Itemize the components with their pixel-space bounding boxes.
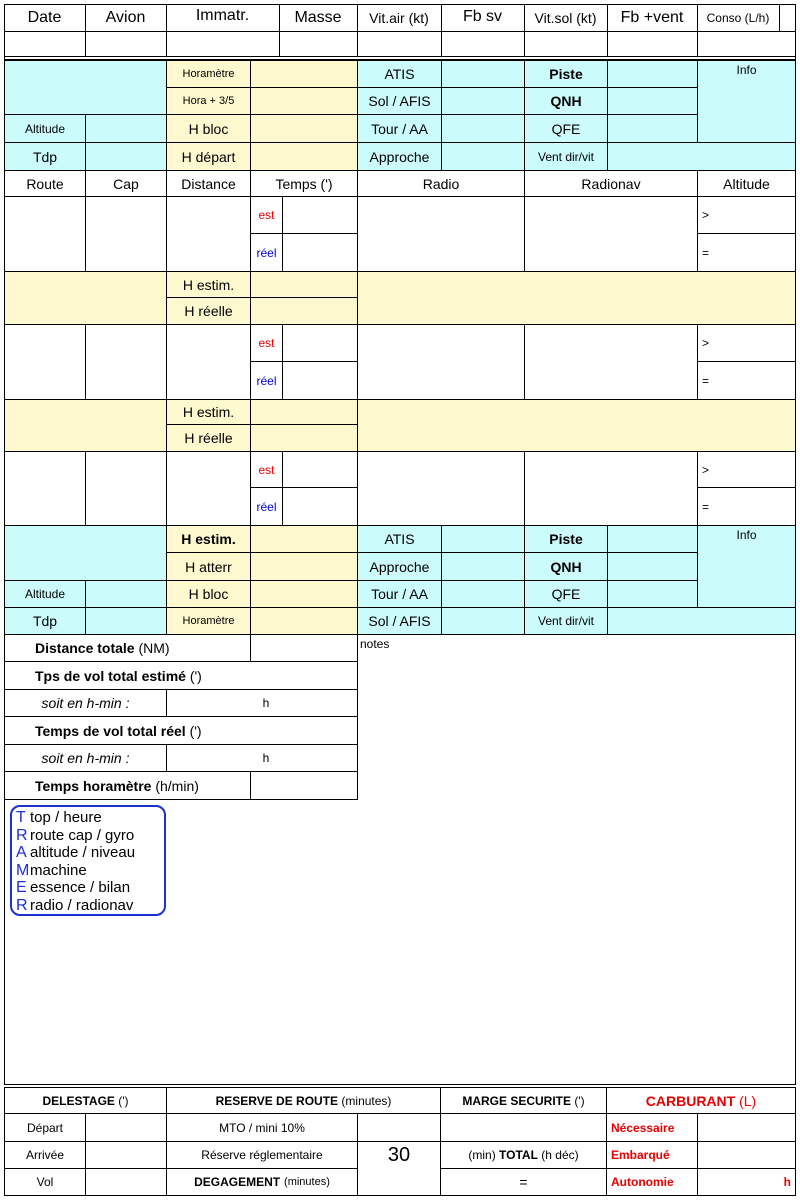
arr-tour-aa-value[interactable] [442,581,525,608]
dep-tour-aa-label: Tour / AA [358,115,442,143]
leg-2-reel-label: réel [251,362,283,399]
dep-horametre-label: Horamètre [167,61,251,88]
dep-cyan-top [5,61,167,115]
footer-reserve-value[interactable]: 30 [358,1142,441,1195]
dep-hdepart-label: H départ [167,143,251,170]
total-horametre-label: Temps horamètre (h/min) [5,772,251,800]
tramer-row: E essence / bilan [16,879,131,896]
dep-qnh-value[interactable] [608,88,698,115]
leg-2-route[interactable] [5,325,86,399]
footer-marge-value[interactable] [441,1114,607,1142]
leg-3-radio[interactable] [358,452,525,525]
tramer-row: R radio / radionav [16,896,134,914]
tramer-row: T top / heure [16,809,102,826]
leg-3-reel-value[interactable] [283,488,358,525]
arr-h-estim-value[interactable] [251,526,358,553]
leg-1-radionav[interactable] [525,197,698,271]
tramer-row: A altitude / niveau [16,844,136,861]
leg-3-est-label: est [251,452,283,488]
leg-2-cap[interactable] [86,325,167,399]
leg-3-est-value[interactable] [283,452,358,488]
leg-3-reel-label: réel [251,488,283,525]
leg-1-alt-gt[interactable]: > [698,197,795,234]
footer-embarque-label: Embarqué [607,1142,698,1169]
dep-approche-label: Approche [358,143,442,170]
footer-mto-value[interactable] [358,1114,441,1142]
footer-mto-label: MTO / mini 10% [167,1114,358,1142]
col-altitude: Altitude [723,175,770,192]
footer-depart-label: Départ [5,1114,86,1142]
arr-vent-label: Vent dir/vit [525,608,608,635]
leg-3-cap[interactable] [86,452,167,525]
dep-qnh-label: QNH [525,88,608,115]
total-soit2-value[interactable]: h [167,745,358,772]
dep-sol-afis-value[interactable] [442,88,525,115]
total-soit1-label: soit en h-min : [5,690,167,717]
tramer-legend [10,805,166,916]
arr-qfe-value[interactable] [608,581,698,608]
dep-tdp-value[interactable] [86,143,167,170]
leg-3-alt-eq[interactable]: = [702,499,710,514]
arr-qfe-label: QFE [525,581,608,608]
arr-horametre-value[interactable] [251,608,358,635]
leg-2-alt-eq[interactable]: = [702,373,710,388]
footer-total-eq[interactable]: = [441,1169,607,1195]
arr-qnh-label: QNH [525,553,608,581]
dep-vent-value[interactable] [608,143,795,170]
header-vit-air: Vit.air (kt) [369,9,429,26]
leg-3-route[interactable] [5,452,86,525]
dep-tour-aa-value[interactable] [442,115,525,143]
leg-3-radionav[interactable] [525,452,698,525]
col-distance: Distance [167,171,251,196]
band-1-h-reelle-label: H réelle [167,298,251,324]
footer-arrivee-value[interactable] [86,1142,167,1169]
col-cap: Cap [86,171,167,196]
leg-1-route[interactable] [5,197,86,271]
dep-altitude-value[interactable] [86,115,167,143]
arr-info[interactable]: Info [698,526,795,608]
total-distance-value[interactable] [251,635,358,662]
footer-autonomie-label: Autonomie [607,1169,698,1195]
footer-depart-value[interactable] [86,1114,167,1142]
header-fb-sv: Fb sv [462,7,503,25]
leg-2-distance[interactable] [167,325,251,399]
arr-approche-label: Approche [358,553,442,581]
band-1-h-estim-label: H estim. [167,272,251,298]
band-2-h-estim-label: H estim. [167,400,251,425]
header-avion: Avion [105,8,146,26]
arr-atis-label: ATIS [358,526,442,553]
leg-1-est-label: est [251,197,283,234]
arr-h-atterr-value[interactable] [251,553,358,581]
dep-piste-label: Piste [525,61,608,88]
arr-approche-value[interactable] [442,553,525,581]
leg-2-reel-value[interactable] [283,362,358,399]
footer-necessaire-value[interactable] [698,1114,795,1142]
footer-total-label: (min) TOTAL (h déc) [441,1142,607,1169]
dep-hdepart-value[interactable] [251,143,358,170]
arr-piste-label: Piste [525,526,608,553]
band-2-h-estim-value[interactable] [251,400,358,425]
arr-altitude-label: Altitude [5,581,86,608]
leg-1-distance[interactable] [167,197,251,271]
col-temps: Temps (') [251,171,358,196]
dep-hbloc-value[interactable] [251,115,358,143]
dep-qfe-label: QFE [525,115,608,143]
dep-tdp-label: Tdp [5,143,86,170]
header-masse: Masse [294,8,342,26]
dep-horametre-value[interactable] [251,61,358,88]
dep-hora35-value[interactable] [251,88,358,115]
footer-delestage: DELESTAGE (') [5,1088,167,1114]
dep-vent-label: Vent dir/vit [525,143,608,170]
header-bottom-line [4,56,796,57]
arr-sol-afis-value[interactable] [442,608,525,635]
header-fb-vent: Fb +vent [620,8,684,26]
arr-tdp-label: Tdp [5,608,86,635]
footer-necessaire-label: Nécessaire [607,1114,698,1142]
leg-1-est-value[interactable] [283,197,358,234]
header-immatr: Immatr. [195,7,250,24]
dep-hora35-label: Hora + 3/5 [167,88,251,115]
leg-2-radio[interactable] [358,325,525,399]
footer-embarque-value[interactable] [698,1142,795,1169]
band-2-h-reelle-value[interactable] [251,425,358,451]
leg-2-radionav[interactable] [525,325,698,399]
arr-tour-aa-label: Tour / AA [358,581,442,608]
arr-cyan-top [5,526,167,581]
header-divider [4,31,796,32]
dep-atis-label: ATIS [358,61,442,88]
footer-degagement: DEGAGEMENT (minutes) [167,1169,358,1195]
band-1-h-estim-value[interactable] [251,272,358,298]
leg-2-est-label: est [251,325,283,362]
dep-hbloc-label: H bloc [167,115,251,143]
leg-1-reel-label: réel [251,234,283,271]
band-2-h-reelle-label: H réelle [167,425,251,451]
dep-approche-value[interactable] [442,143,525,170]
footer-reserve-regl-label: Réserve réglementaire [167,1142,358,1169]
header-conso: Conso (L/h) [706,10,770,25]
arr-horametre-label: Horamètre [167,608,251,635]
total-horametre-value[interactable] [251,772,358,800]
col-radionav: Radionav [525,171,698,196]
footer-vol-label: Vol [5,1169,86,1195]
notes-area[interactable]: notes [360,637,390,651]
arr-hbloc-label: H bloc [167,581,251,608]
leg-2-alt-gt[interactable]: > [698,325,795,362]
arr-h-atterr-label: H atterr [167,553,251,581]
leg-3-alt-gt[interactable]: > [698,452,795,488]
leg-1-radio[interactable] [358,197,525,271]
arr-qnh-value[interactable] [608,553,698,581]
footer-reserve: RESERVE DE ROUTE (minutes) [167,1088,441,1114]
band-1-h-reelle-value[interactable] [251,298,358,324]
arr-vent-value[interactable] [608,608,795,635]
tramer-row: Mmachine [16,861,87,879]
arr-tdp-value[interactable] [86,608,167,635]
footer-arrivee-label: Arrivée [5,1142,86,1169]
total-tps-est-label: Tps de vol total estimé (') [5,662,358,690]
arr-hbloc-value[interactable] [251,581,358,608]
total-soit1-value[interactable]: h [167,690,358,717]
arr-atis-value[interactable] [442,526,525,553]
leg-1-reel-value[interactable] [283,234,358,271]
arr-altitude-value[interactable] [86,581,167,608]
footer-carburant: CARBURANT (L) [607,1088,795,1114]
leg-3-distance[interactable] [167,452,251,525]
total-distance-label: Distance totale (NM) [5,635,251,662]
leg-1-cap[interactable] [86,197,167,271]
dep-info[interactable]: Info [698,61,795,143]
tramer-row: R route cap / gyro [16,826,135,844]
leg-2-est-value[interactable] [283,325,358,362]
dep-altitude-label: Altitude [5,115,86,143]
total-tps-reel-label: Temps de vol total réel (') [5,717,358,745]
footer-marge: MARGE SECURITE (') [441,1088,607,1114]
header-date: Date [27,8,62,26]
footer-autonomie-value[interactable]: h [783,1175,791,1189]
dep-sol-afis-label: Sol / AFIS [358,88,442,115]
col-radio: Radio [358,171,525,196]
header-vit-sol: Vit.sol (kt) [534,9,597,26]
col-route: Route [5,171,86,196]
arr-piste-value[interactable] [608,526,698,553]
dep-atis-value[interactable] [442,61,525,88]
total-soit2-label: soit en h-min : [5,745,167,772]
arr-sol-afis-label: Sol / AFIS [358,608,442,635]
leg-1-alt-eq[interactable]: = [702,245,710,260]
footer-vol-value[interactable] [86,1169,167,1195]
arr-h-estim-label: H estim. [167,526,251,553]
dep-piste-value[interactable] [608,61,698,88]
dep-qfe-value[interactable] [608,115,698,143]
